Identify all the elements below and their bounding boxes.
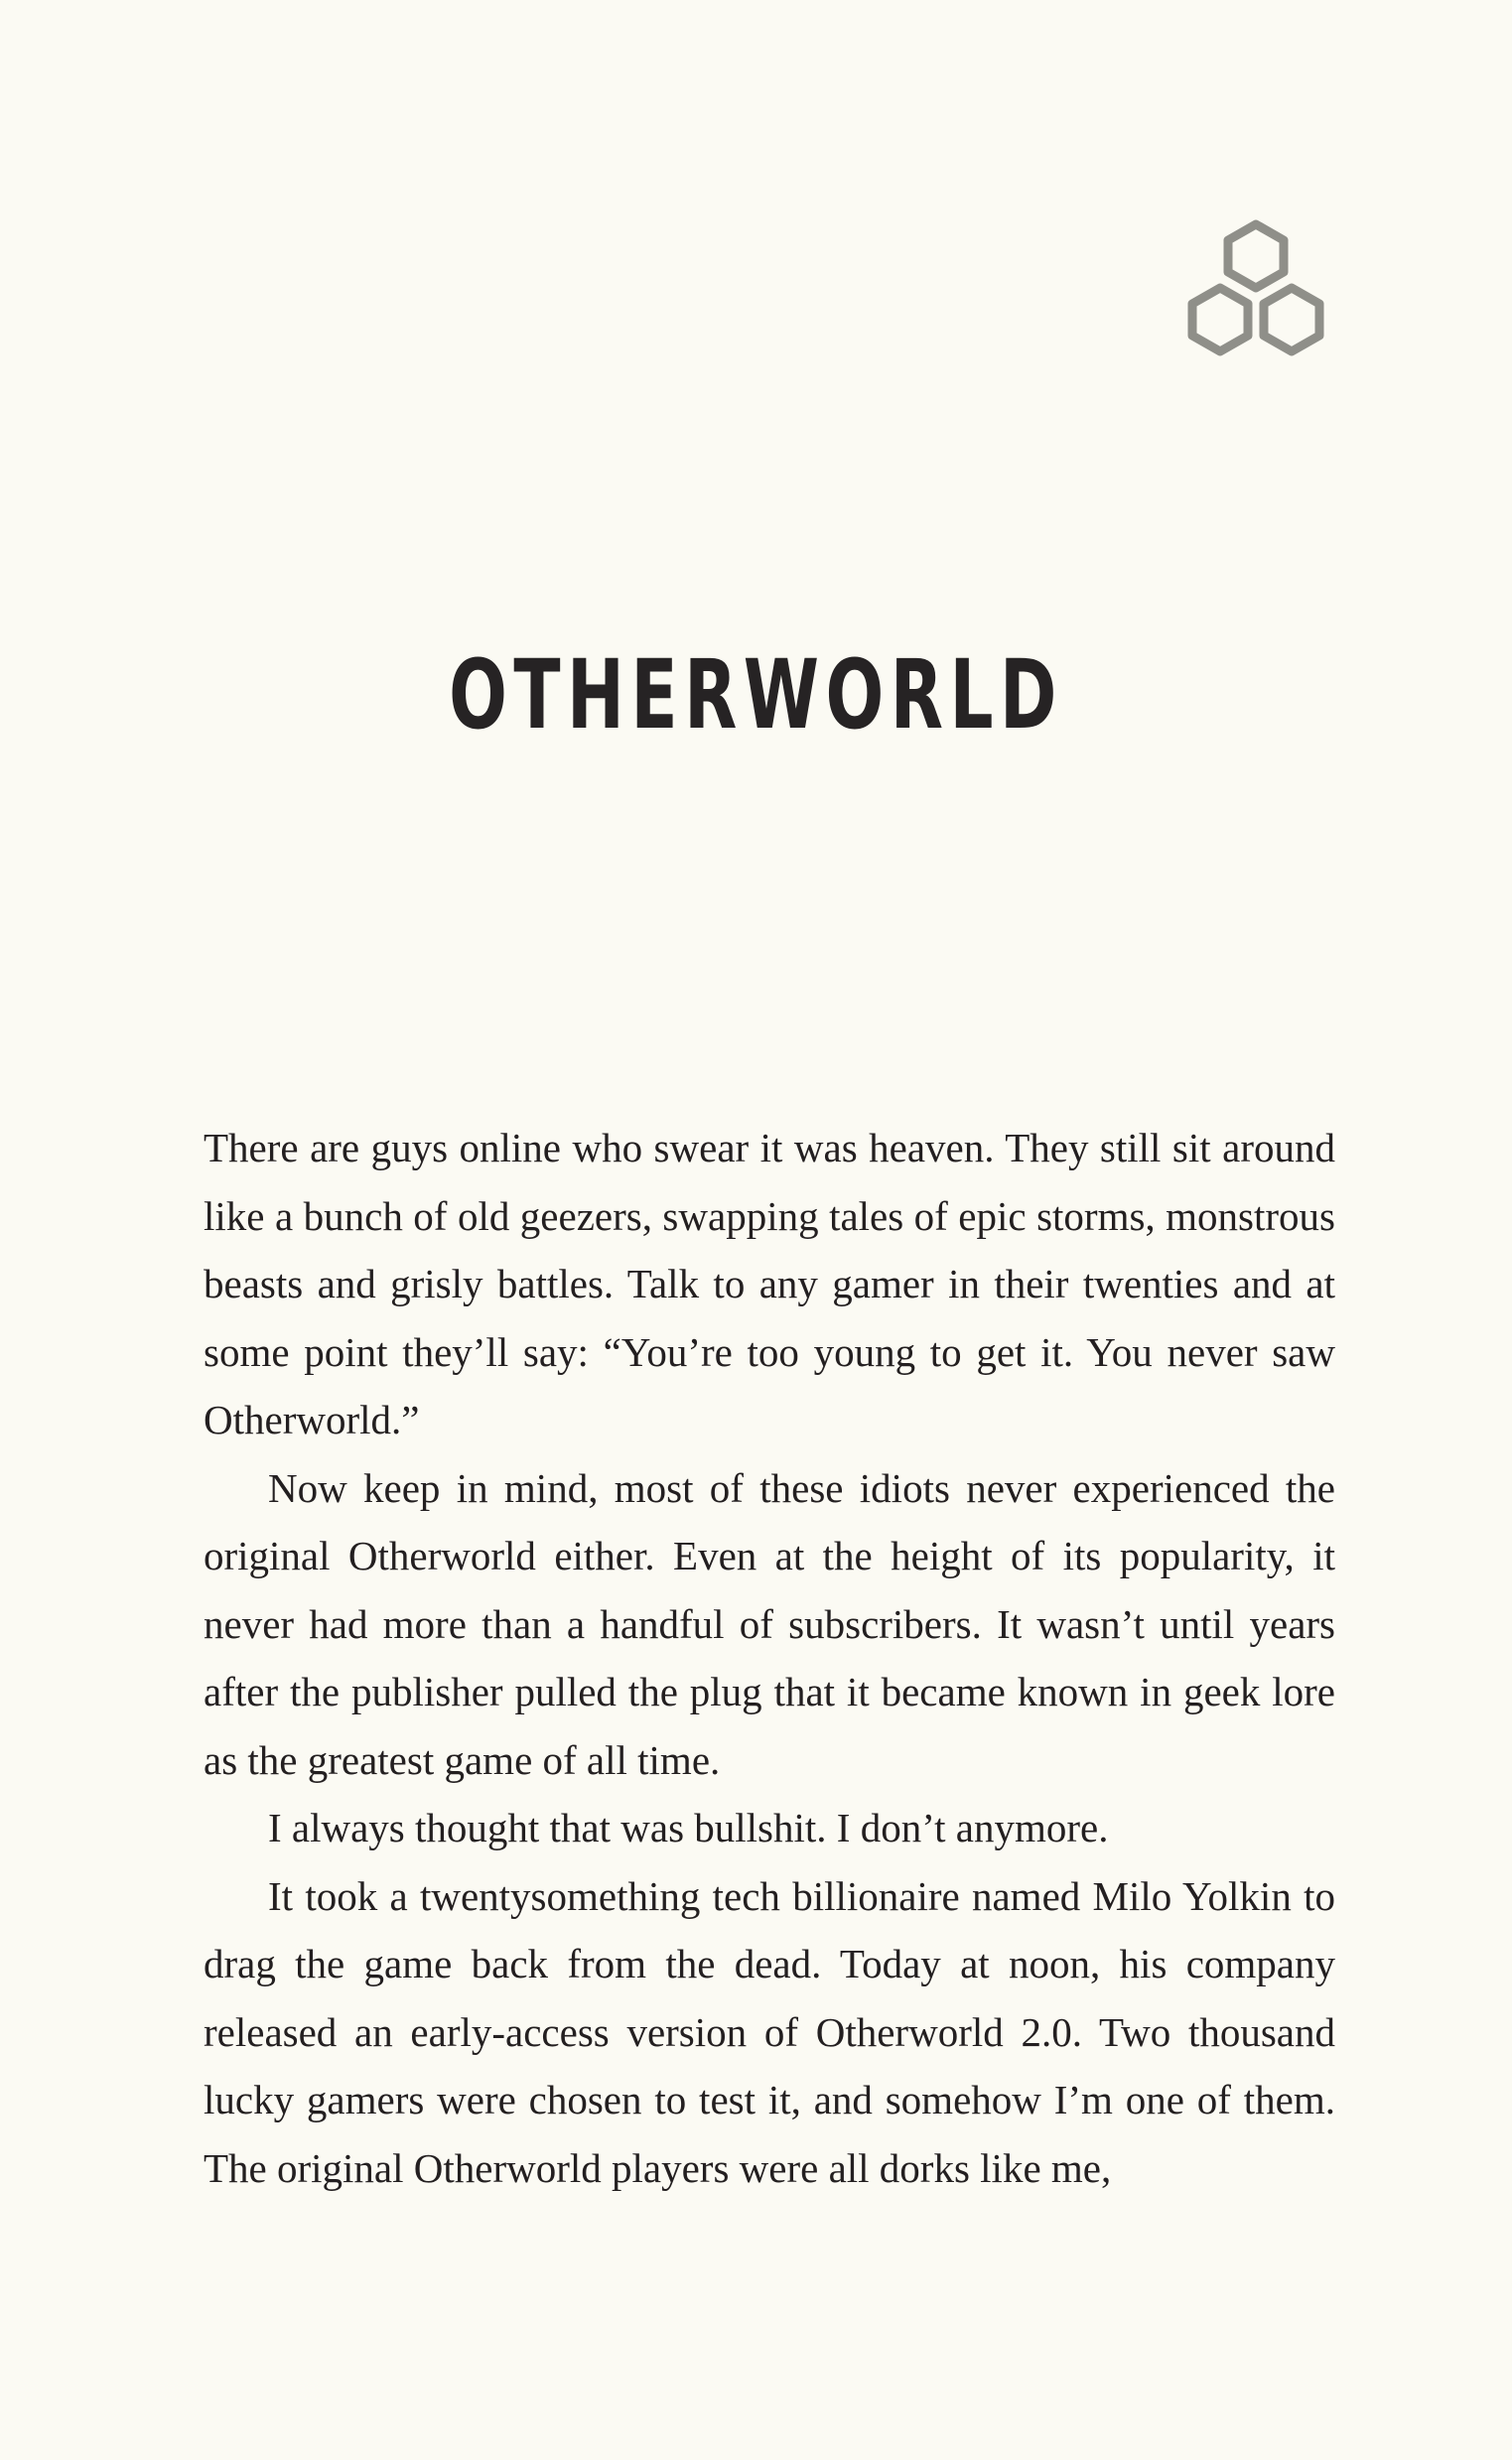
chapter-body	[204, 1114, 1335, 2202]
paragraph: There are guys online who swear it was heaven. They still sit around like a bunch of old geezers, swapping tales of epic storms, monstrous beasts and grisly battles. Talk to any gamer in their twenties and at some point they’ll say: “You’re too young to get it. You never saw Otherworld.”	[204, 1125, 1335, 1442]
paragraph: Now keep in mind, most of these idiots never experienced the original Otherworld either. Even at the height of its popularity, it never had more than a handful of subscribers. It wasn’t until years after the publisher pulled the plug that it became known in geek lore as the greatest game of all time.	[204, 1464, 1335, 1783]
hexagon-cluster-icon	[1176, 216, 1335, 365]
paragraph: It took a twentysomething tech billionaire named Milo Yolkin to drag the game back from the dead. Today at noon, his company released an early-access version of Otherworld 2.0. Two thousand lucky gamers were chosen to test it, and somehow I’m one of them. The original Otherworld players were all dorks like me,	[204, 1872, 1335, 2191]
paragraph: I always thought that was bullshit. I don’t anymore.	[268, 1805, 1109, 1850]
chapter-title: OTHERWORLD	[449, 639, 1063, 751]
